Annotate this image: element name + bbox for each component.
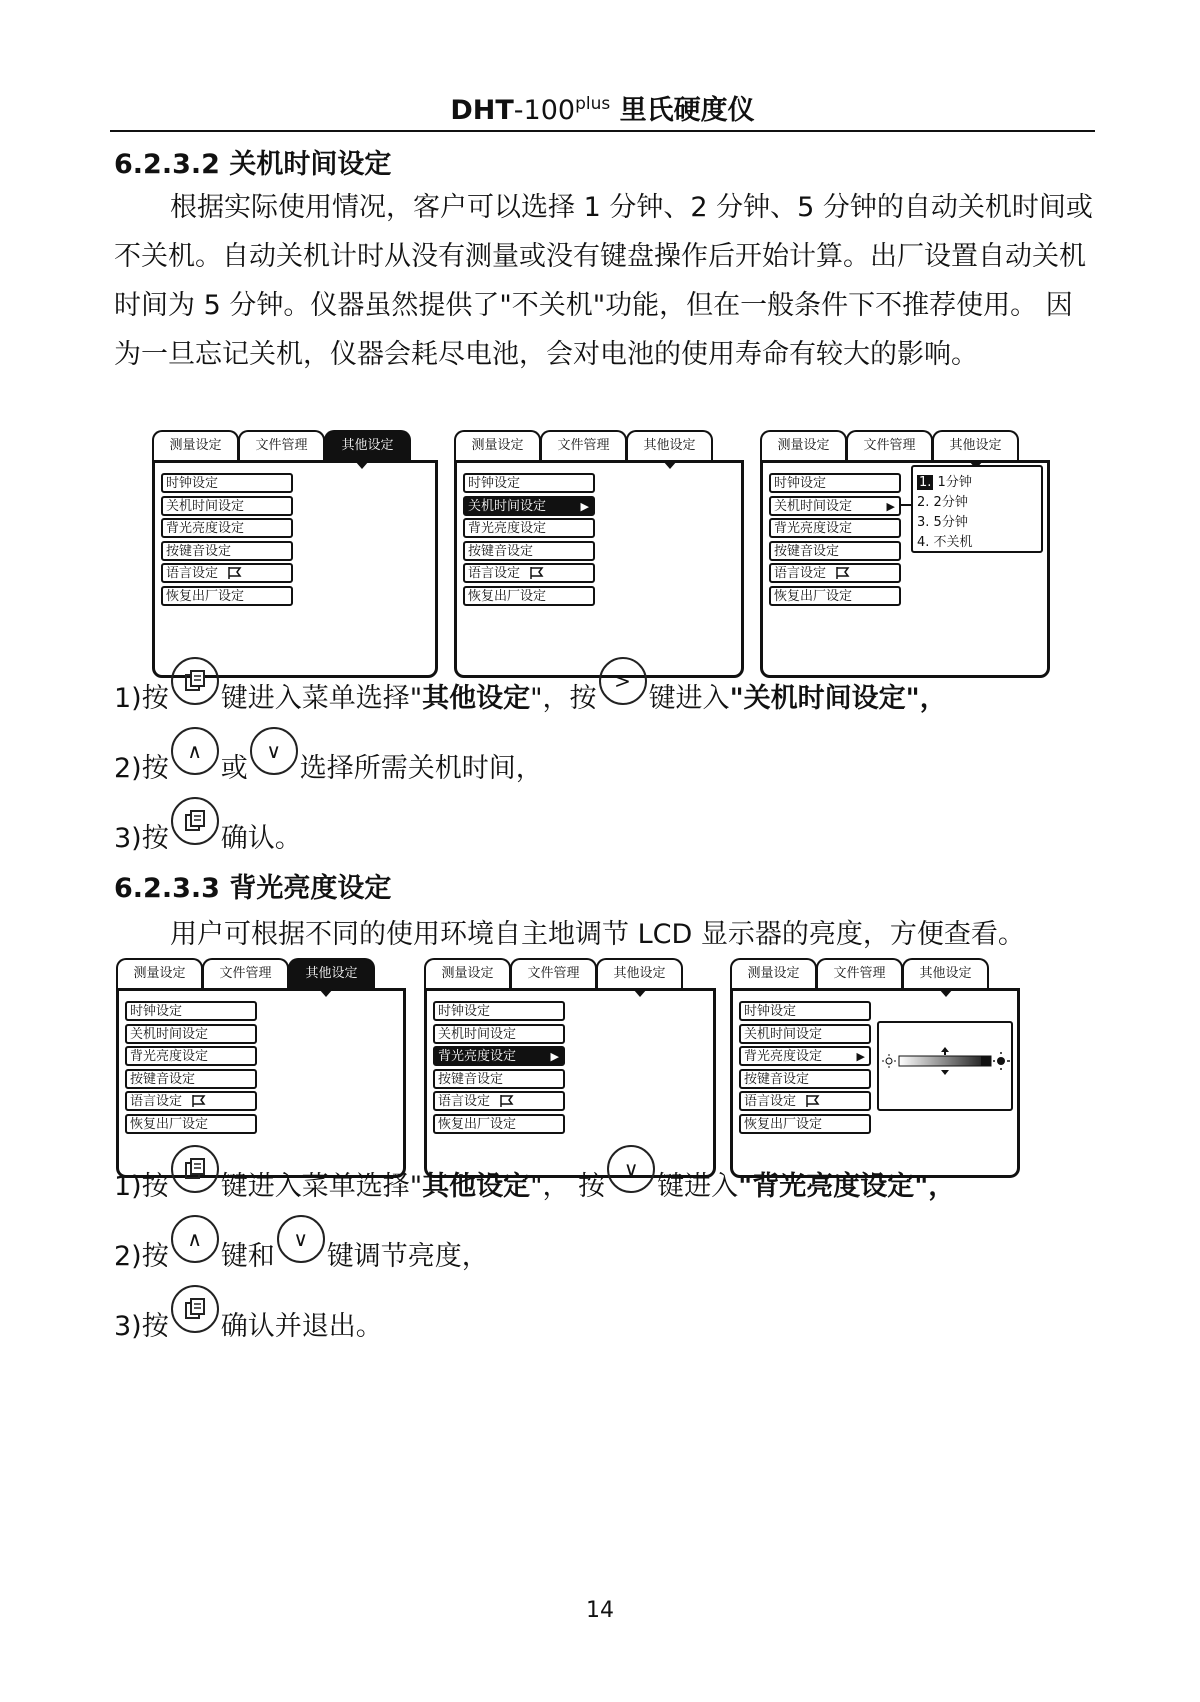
header-brand: DHT	[450, 95, 514, 126]
section-title-shutdown: 6.2.3.2 关机时间设定	[114, 149, 392, 180]
option-label-4: 不关机	[933, 535, 973, 550]
tab-other: 其他设定	[932, 430, 1019, 460]
down-key-icon: ∨	[250, 727, 298, 775]
paragraph-text: 根据实际使用情况，客户可以选择 1 分钟、2 分钟、5 分钟的自动关机时间或不关机。自动关机计时从没有测量或没有键盘操作后开始计算。出厂设置自动关机时间为 5 分钟。仪器虽然提供了"不关机"功能，但在一般条件下不推荐使用。 因为一旦忘记关机，仪器会耗尽电池，会对电池的使用寿命有较大的影响。	[114, 192, 1093, 370]
step-text: 1)按	[114, 1170, 169, 1202]
option-number-2: 2.	[917, 495, 930, 510]
flag-icon	[805, 1094, 821, 1108]
option-number-4: 4.	[917, 535, 930, 550]
step-text-bold: "关机时间设定"，	[729, 682, 947, 714]
down-key-icon: ∨	[277, 1215, 325, 1263]
step-text: 2)按	[114, 1240, 169, 1272]
menu-shutdown-label: 关机时间设定	[774, 499, 853, 514]
arrow-right-icon: ▶	[886, 500, 895, 513]
step-text: 确认并退出。	[220, 1310, 383, 1342]
menu-factory-reset: 恢复出厂设定	[161, 586, 293, 606]
step-text: 键进入	[657, 1170, 739, 1202]
tab-bar	[424, 958, 682, 988]
flag-icon	[499, 1094, 515, 1108]
step-text: 键进入	[648, 682, 730, 714]
step-text: 选择所需关机时间，	[299, 752, 543, 784]
step-3-shutdown	[114, 810, 302, 860]
menu-backlight: 背光亮度设定	[463, 518, 595, 538]
menu-shutdown-label: 关机时间设定	[468, 499, 547, 514]
menu-shutdown: 关机时间设定	[433, 1024, 565, 1044]
menu-keysound: 按键音设定	[161, 541, 293, 561]
screen-body	[116, 988, 406, 1178]
screen-body	[730, 988, 1020, 1178]
header-divider	[110, 130, 1095, 132]
section-title-backlight: 6.2.3.3 背光亮度设定	[114, 873, 392, 904]
tab-bar	[116, 958, 374, 988]
tab-file: 文件管理	[816, 958, 903, 988]
step-text: 键调节亮度，	[326, 1240, 489, 1272]
step-text: 或	[220, 752, 248, 784]
tab-measure: 测量设定	[152, 430, 239, 460]
option-label-1: 1分钟	[937, 475, 972, 490]
option-label-3: 5分钟	[933, 515, 968, 530]
menu-key-icon	[171, 1145, 219, 1193]
menu-language-label: 语言设定	[744, 1094, 797, 1109]
option-2-minutes	[917, 491, 968, 510]
tab-bar	[760, 430, 1018, 460]
tab-file: 文件管理	[202, 958, 289, 988]
page-header	[110, 88, 1095, 127]
menu-factory-reset: 恢复出厂设定	[463, 586, 595, 606]
tab-pointer-icon	[355, 461, 369, 469]
option-1-minute	[917, 471, 972, 490]
menu-keysound: 按键音设定	[769, 541, 901, 561]
tab-other: 其他设定	[902, 958, 989, 988]
up-key-icon: ∧	[171, 727, 219, 775]
screen-body	[760, 460, 1050, 678]
menu-factory-reset: 恢复出厂设定	[125, 1114, 257, 1134]
menu-shutdown: 关机时间设定	[125, 1024, 257, 1044]
tab-other: 其他设定	[324, 430, 411, 460]
connector-line	[901, 504, 911, 506]
menu-keysound: 按键音设定	[463, 541, 595, 561]
step-2-shutdown	[114, 740, 543, 790]
section-paragraph-shutdown	[114, 183, 1094, 379]
flag-icon	[227, 566, 243, 580]
tab-bar	[730, 958, 988, 988]
step-text: 确认。	[220, 822, 302, 854]
menu-backlight-label: 背光亮度设定	[744, 1049, 823, 1064]
arrow-right-icon: ▶	[856, 1050, 865, 1063]
step-2-backlight	[114, 1228, 489, 1278]
down-key-icon: ∨	[607, 1145, 655, 1193]
menu-backlight: 背光亮度设定	[125, 1046, 257, 1066]
option-number-1: 1.	[919, 475, 932, 490]
tab-measure: 测量设定	[454, 430, 541, 460]
menu-factory-reset: 恢复出厂设定	[769, 586, 901, 606]
menu-backlight	[739, 1046, 871, 1066]
menu-clock: 时钟设定	[463, 473, 595, 493]
page-number: 14	[586, 1598, 614, 1623]
tab-pointer-icon	[663, 461, 677, 469]
arrow-right-icon: ▶	[580, 500, 589, 513]
menu-clock: 时钟设定	[433, 1001, 565, 1021]
header-model-number: 100	[523, 95, 576, 126]
paragraph-text: 用户可根据不同的使用环境自主地调节 LCD 显示器的亮度，方便查看。	[170, 919, 1025, 950]
menu-language-label: 语言设定	[468, 566, 521, 581]
step-text: 键进入菜单选择"	[220, 682, 423, 714]
step-text-bold: "背光亮度设定"，	[738, 1170, 956, 1202]
tab-measure: 测量设定	[424, 958, 511, 988]
arrow-right-icon: ▶	[550, 1050, 559, 1063]
step-text: 1)按	[114, 682, 169, 714]
step-text-bold: 其他设定	[422, 1170, 531, 1202]
menu-language	[125, 1091, 257, 1111]
menu-backlight: 背光亮度设定	[769, 518, 901, 538]
menu-language-label: 语言设定	[166, 566, 219, 581]
menu-key-icon	[171, 1285, 219, 1333]
option-never	[917, 531, 973, 550]
menu-shutdown	[769, 496, 901, 516]
tab-file: 文件管理	[540, 430, 627, 460]
up-key-icon: ∧	[171, 1215, 219, 1263]
step-text: 2)按	[114, 752, 169, 784]
menu-keysound: 按键音设定	[739, 1069, 871, 1089]
step-text: 键和	[220, 1240, 275, 1272]
flag-icon	[529, 566, 545, 580]
menu-backlight: 背光亮度设定	[161, 518, 293, 538]
flag-icon	[191, 1094, 207, 1108]
menu-key-icon	[171, 797, 219, 845]
menu-keysound: 按键音设定	[433, 1069, 565, 1089]
tab-file: 文件管理	[238, 430, 325, 460]
tab-pointer-icon	[633, 989, 647, 997]
flag-icon	[835, 566, 851, 580]
tab-pointer-icon	[939, 989, 953, 997]
brightness-slider-icon	[879, 1023, 1011, 1109]
step-text: "， 按	[530, 1170, 606, 1202]
tab-pointer-icon	[319, 989, 333, 997]
section-paragraph-backlight	[114, 910, 1094, 959]
menu-clock: 时钟设定	[769, 473, 901, 493]
menu-language	[739, 1091, 871, 1111]
option-number-3: 3.	[917, 515, 930, 530]
menu-shutdown: 关机时间设定	[161, 496, 293, 516]
header-product-name: 里氏硬度仪	[619, 95, 755, 126]
menu-shutdown: 关机时间设定	[739, 1024, 871, 1044]
menu-backlight-label: 背光亮度设定	[438, 1049, 517, 1064]
menu-backlight-selected	[433, 1046, 565, 1066]
step-text: "，按	[530, 682, 597, 714]
menu-language	[161, 563, 293, 583]
menu-language	[433, 1091, 565, 1111]
menu-keysound: 按键音设定	[125, 1069, 257, 1089]
menu-clock: 时钟设定	[125, 1001, 257, 1021]
menu-clock: 时钟设定	[161, 473, 293, 493]
menu-language-label: 语言设定	[774, 566, 827, 581]
option-label-2: 2分钟	[933, 495, 968, 510]
tab-other: 其他设定	[596, 958, 683, 988]
step-1-shutdown	[114, 670, 947, 720]
step-text: 键进入菜单选择"	[220, 1170, 423, 1202]
menu-factory-reset: 恢复出厂设定	[433, 1114, 565, 1134]
brightness-panel	[877, 1021, 1013, 1111]
tab-file: 文件管理	[846, 430, 933, 460]
option-5-minutes	[917, 511, 968, 530]
shutdown-options-box	[911, 465, 1043, 553]
step-3-backlight	[114, 1298, 383, 1348]
menu-factory-reset: 恢复出厂设定	[739, 1114, 871, 1134]
tab-measure: 测量设定	[730, 958, 817, 988]
menu-language-label: 语言设定	[438, 1094, 491, 1109]
step-text: 3)按	[114, 822, 169, 854]
menu-clock: 时钟设定	[739, 1001, 871, 1021]
menu-language	[769, 563, 901, 583]
tab-other: 其他设定	[626, 430, 713, 460]
menu-language-label: 语言设定	[130, 1094, 183, 1109]
tab-bar	[454, 430, 712, 460]
tab-file: 文件管理	[510, 958, 597, 988]
tab-measure: 测量设定	[116, 958, 203, 988]
step-text: 3)按	[114, 1310, 169, 1342]
screen-body	[454, 460, 744, 678]
tab-bar	[152, 430, 410, 460]
right-key-icon: >	[599, 657, 647, 705]
screen-body	[424, 988, 716, 1178]
header-model-superscript: plus	[575, 94, 611, 114]
tab-measure: 测量设定	[760, 430, 847, 460]
step-1-backlight	[114, 1158, 955, 1208]
menu-shutdown-selected	[463, 496, 595, 516]
menu-language	[463, 563, 595, 583]
screen-body	[152, 460, 438, 678]
tab-other: 其他设定	[288, 958, 375, 988]
menu-key-icon	[171, 657, 219, 705]
step-text-bold: 其他设定	[422, 682, 531, 714]
header-dash: -	[513, 95, 524, 126]
